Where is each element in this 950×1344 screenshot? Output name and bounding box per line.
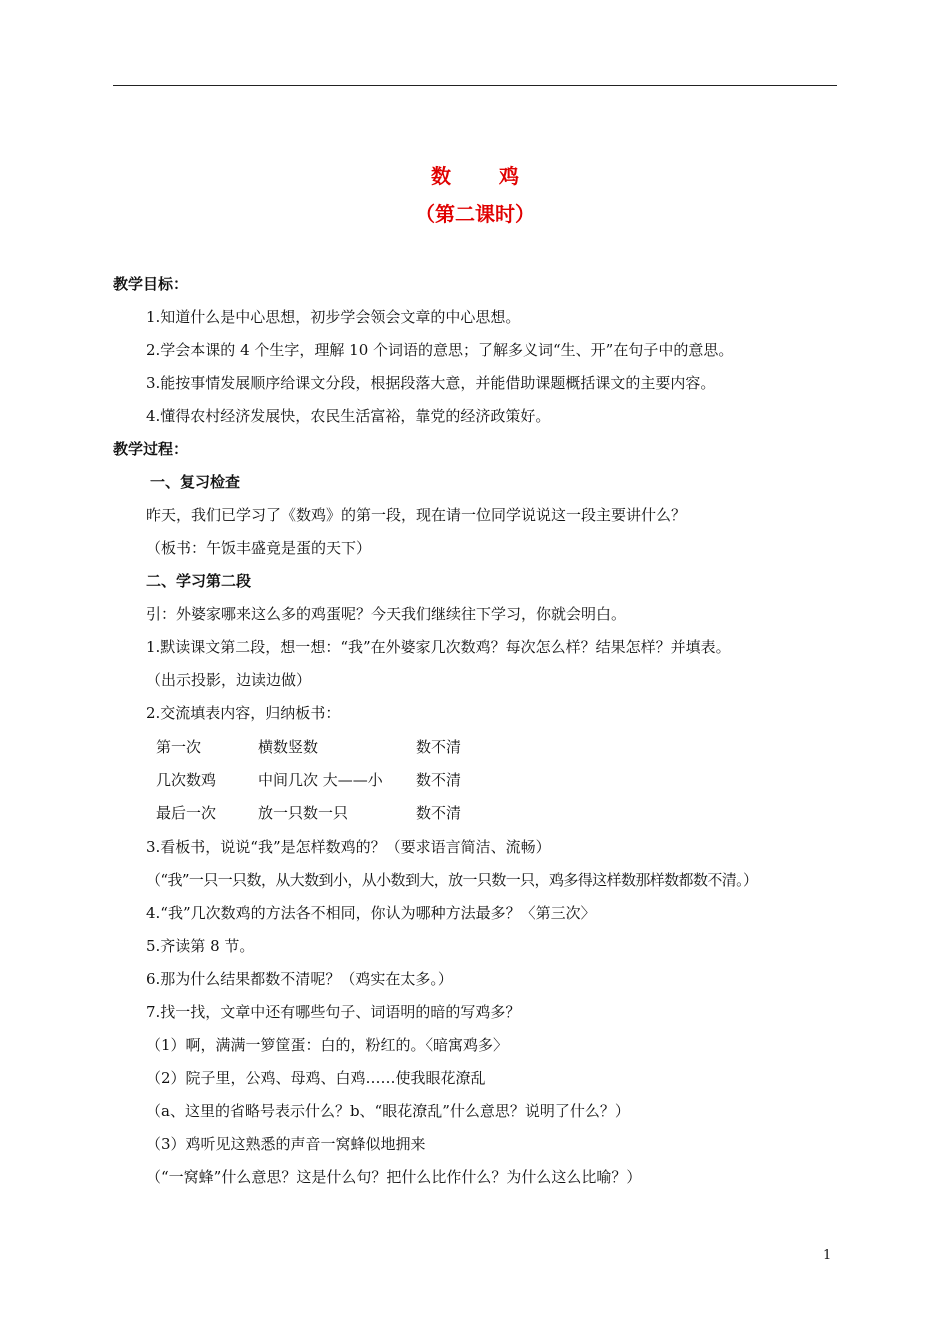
objective-item: 2.学会本课的 4 个生字，理解 10 个词语的意思；了解多义词“生、开”在句子中的意思。 bbox=[146, 341, 734, 359]
paragraph: （2）院子里，公鸡、母鸡、白鸡……使我眼花潦乱 bbox=[146, 1069, 486, 1087]
board-cell: 中间几次 大——小 bbox=[258, 771, 383, 789]
objective-item: 1.知道什么是中心思想，初步学会领会文章的中心思想。 bbox=[146, 308, 521, 326]
paragraph: （1）啊，满满一箩筐蛋：白的，粉红的。〈暗寓鸡多〉 bbox=[146, 1036, 509, 1054]
objectives-heading: 教学目标： bbox=[113, 275, 189, 293]
paragraph: （“一窝蜂”什么意思？这是什么句？把什么比作什么？为什么这么比喻？） bbox=[146, 1168, 642, 1186]
board-cell: 几次数鸡 bbox=[156, 771, 217, 789]
board-cell: 横数竖数 bbox=[258, 738, 319, 756]
paragraph: 5.齐读第 8 节。 bbox=[146, 937, 255, 955]
board-cell: 数不清 bbox=[416, 804, 462, 822]
paragraph: 7.找一找，文章中还有哪些句子、词语明的暗的写鸡多？ bbox=[146, 1003, 521, 1021]
paragraph: （a、这里的省略号表示什么？b、“眼花潦乱”什么意思？说明了什么？） bbox=[146, 1102, 630, 1120]
paragraph: （板书：午饭丰盛竟是蛋的天下） bbox=[146, 539, 372, 557]
objective-item: 3.能按事情发展顺序给课文分段，根据段落大意，并能借助课题概括课文的主要内容。 bbox=[146, 374, 716, 392]
paragraph: 3.看板书，说说“我”是怎样数鸡的？（要求语言简洁、流畅） bbox=[146, 838, 551, 856]
board-cell: 数不清 bbox=[416, 771, 462, 789]
board-cell: 第一次 bbox=[156, 738, 202, 756]
board-cell: 最后一次 bbox=[156, 804, 217, 822]
page-number: 1 bbox=[823, 1248, 832, 1263]
paragraph: 6.那为什么结果都数不清呢？（鸡实在太多。） bbox=[146, 970, 453, 988]
objective-item: 4.懂得农村经济发展快，农民生活富裕，靠党的经济政策好。 bbox=[146, 407, 551, 425]
process-heading: 教学过程： bbox=[113, 440, 189, 458]
board-cell: 放一只数一只 bbox=[258, 804, 349, 822]
document-title: 数 鸡 bbox=[431, 164, 533, 188]
paragraph: （“我”一只一只数，从大数到小，从小数到大，放一只数一只，鸡多得这样数那样数都数不清。） bbox=[146, 871, 758, 889]
section-heading-study: 二、学习第二段 bbox=[146, 572, 252, 590]
section-heading-review: 一、复习检查 bbox=[150, 473, 241, 491]
paragraph: 引：外婆家哪来这么多的鸡蛋呢？今天我们继续往下学习，你就会明白。 bbox=[146, 605, 627, 623]
paragraph: （出示投影，边读边做） bbox=[146, 671, 312, 689]
document-subtitle: （第二课时） bbox=[415, 202, 535, 226]
paragraph: 4.“我”几次数鸡的方法各不相同，你认为哪种方法最多？〈第三次〉 bbox=[146, 904, 596, 922]
paragraph: 1.默读课文第二段，想一想：“我”在外婆家几次数鸡？每次怎么样？结果怎样？并填表。 bbox=[146, 638, 731, 656]
paragraph: 2.交流填表内容，归纳板书： bbox=[146, 704, 341, 722]
header-rule bbox=[113, 85, 837, 86]
paragraph: （3）鸡听见这熟悉的声音一窝蜂似地拥来 bbox=[146, 1135, 426, 1153]
board-cell: 数不清 bbox=[416, 738, 462, 756]
paragraph: 昨天，我们已学习了《数鸡》的第一段，现在请一位同学说说这一段主要讲什么？ bbox=[146, 506, 687, 524]
